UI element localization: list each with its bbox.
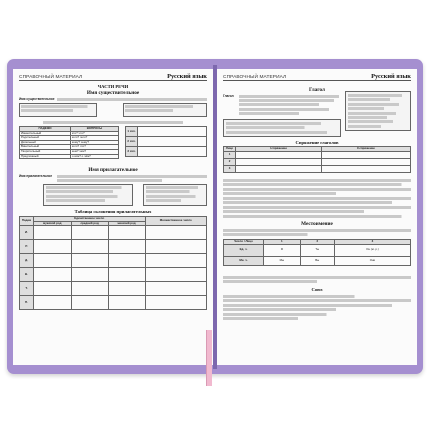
verb-forms-lines bbox=[348, 94, 408, 129]
adjective-title: Имя прилагательное bbox=[88, 167, 138, 173]
adj-cell bbox=[71, 254, 108, 268]
adj-case-row: Т. bbox=[20, 282, 34, 296]
case-question: о ком? о чём? bbox=[70, 154, 118, 159]
pronoun-row-label: Мн. ч. bbox=[224, 256, 264, 265]
pronoun-cell: Они bbox=[334, 256, 410, 265]
adj-masc-header: мужской род bbox=[34, 221, 72, 226]
adj-cell bbox=[34, 240, 72, 254]
declension-caption bbox=[43, 121, 183, 125]
conj-row-label: 1 bbox=[224, 151, 236, 158]
adj-case-row: И. bbox=[20, 226, 34, 240]
part-title: ЧАСТИ РЕЧИ bbox=[97, 84, 129, 89]
conj-cell bbox=[236, 151, 322, 158]
case-question: кого? чего? bbox=[70, 136, 118, 141]
cases-header: ПАДЕЖИ bbox=[20, 127, 71, 132]
verb-definition-text bbox=[239, 95, 339, 117]
adj-singular-header: Единственное число bbox=[34, 217, 146, 222]
pronoun-person-header: 3 bbox=[334, 240, 410, 245]
adj-cell bbox=[145, 226, 206, 240]
pronoun-cell: Ты bbox=[300, 244, 334, 256]
pronoun-definition bbox=[223, 229, 411, 238]
pronoun-cell: Я bbox=[264, 244, 301, 256]
adj-case-row: Р. bbox=[20, 240, 34, 254]
noun-gender-lines bbox=[21, 105, 95, 114]
adj-cell bbox=[145, 296, 206, 310]
adj-fem-header: женский род bbox=[108, 221, 145, 226]
case-name: Дательный bbox=[20, 140, 71, 145]
adjective-definition-label: Имя прилагательное bbox=[19, 174, 53, 178]
pronoun-title: Местоимение bbox=[301, 221, 333, 227]
adj-cell bbox=[71, 268, 108, 282]
conjugation-notes-2 bbox=[223, 197, 411, 219]
adjective-definition-text bbox=[57, 175, 207, 184]
questions-header: ВОПРОСЫ bbox=[70, 127, 118, 132]
pronoun-cell: Мы bbox=[264, 256, 301, 265]
conj-cell bbox=[236, 165, 322, 172]
declension-desc bbox=[138, 127, 207, 137]
adj-cell bbox=[71, 296, 108, 310]
verb-tense-lines bbox=[226, 122, 338, 135]
pronoun-person-header: 1 bbox=[264, 240, 301, 245]
noun-number-lines bbox=[125, 105, 205, 114]
conj-cell bbox=[321, 165, 410, 172]
cases-table bbox=[19, 126, 119, 159]
conj-person-header: Лицо bbox=[224, 147, 236, 152]
pronoun-cell: Он (м. р.) bbox=[334, 244, 410, 256]
adj-cell bbox=[108, 296, 145, 310]
case-name: Предложный bbox=[20, 154, 71, 159]
case-question: кому? чему? bbox=[70, 140, 118, 145]
pronoun-cell: Вы bbox=[300, 256, 334, 265]
adj-cell bbox=[108, 268, 145, 282]
adj-cell bbox=[34, 282, 72, 296]
pronoun-table bbox=[223, 239, 411, 266]
adj-cell bbox=[34, 268, 72, 282]
conj-second-header: II спряжение bbox=[321, 147, 410, 152]
adj-plural-header: Множественное число bbox=[145, 217, 206, 226]
case-name: Винительный bbox=[20, 145, 71, 150]
adj-case-row: Д. bbox=[20, 254, 34, 268]
adjective-table-title: Таблица склонения прилагательных bbox=[74, 209, 152, 214]
case-question: кто? что? bbox=[70, 131, 118, 136]
adj-cell bbox=[71, 240, 108, 254]
adjective-declension-table bbox=[19, 216, 207, 310]
adjective-kinds-lines bbox=[146, 186, 204, 204]
adj-cell bbox=[34, 226, 72, 240]
right-header-subject: Русский язык bbox=[371, 73, 411, 80]
declension-table bbox=[125, 126, 207, 157]
conj-cell bbox=[321, 151, 410, 158]
adj-cell bbox=[145, 268, 206, 282]
declension-label: 3 скл. bbox=[126, 147, 138, 157]
conjugation-title: Спряжение глаголов bbox=[295, 140, 339, 145]
adjective-gender-lines bbox=[46, 186, 130, 204]
conjugation-table bbox=[223, 146, 411, 173]
adj-cell bbox=[34, 296, 72, 310]
case-question: кого? что? bbox=[70, 145, 118, 150]
adj-cell bbox=[108, 254, 145, 268]
verb-definition-label: Глагол bbox=[223, 94, 234, 98]
adj-cell bbox=[71, 226, 108, 240]
adj-cell bbox=[145, 282, 206, 296]
conjugation-notes bbox=[223, 179, 411, 197]
case-name: Именительный bbox=[20, 131, 71, 136]
declension-desc bbox=[138, 137, 207, 147]
adj-neut-header: средний род bbox=[71, 221, 108, 226]
declension-desc bbox=[138, 147, 207, 157]
union-title: Союз bbox=[311, 287, 323, 292]
right-header-ref: СПРАВОЧНЫЙ МАТЕРИАЛ bbox=[223, 75, 287, 80]
pronoun-corner-header: Число / Лицо bbox=[224, 240, 264, 245]
adj-cell bbox=[145, 254, 206, 268]
adj-cell bbox=[71, 282, 108, 296]
adj-cell bbox=[108, 226, 145, 240]
right-page bbox=[217, 69, 417, 365]
verb-title: Глагол bbox=[309, 87, 325, 93]
conj-row-label: 3 bbox=[224, 165, 236, 172]
declension-label: 2 скл. bbox=[126, 137, 138, 147]
pronoun-person-header: 2 bbox=[300, 240, 334, 245]
left-header-ref: СПРАВОЧНЫЙ МАТЕРИАЛ bbox=[19, 75, 83, 80]
noun-definition-label: Имя существительное bbox=[19, 97, 55, 101]
adj-cell bbox=[108, 282, 145, 296]
left-header-subject: Русский язык bbox=[167, 73, 207, 80]
bookmark-ribbon bbox=[206, 330, 212, 386]
adj-cell bbox=[145, 240, 206, 254]
adj-cell bbox=[108, 240, 145, 254]
adj-case-row: П. bbox=[20, 296, 34, 310]
pronoun-row-label: Ед. ч. bbox=[224, 244, 264, 256]
adj-case-header: Падеж bbox=[20, 217, 34, 226]
left-page bbox=[13, 69, 213, 365]
noun-definition-text bbox=[57, 98, 207, 102]
adj-case-row: В. bbox=[20, 268, 34, 282]
union-text bbox=[223, 295, 411, 321]
pronoun-notes bbox=[223, 276, 411, 285]
conj-first-header: I спряжение bbox=[236, 147, 322, 152]
case-name: Творительный bbox=[20, 149, 71, 154]
noun-title: Имя существительное bbox=[86, 90, 140, 96]
left-page-header bbox=[19, 72, 207, 81]
adj-cell bbox=[34, 254, 72, 268]
right-page-header bbox=[223, 72, 411, 81]
case-question: кем? чем? bbox=[70, 149, 118, 154]
conj-row-label: 2 bbox=[224, 158, 236, 165]
conj-cell bbox=[236, 158, 322, 165]
conj-cell bbox=[321, 158, 410, 165]
declension-label: 1 скл. bbox=[126, 127, 138, 137]
case-name: Родительный bbox=[20, 136, 71, 141]
